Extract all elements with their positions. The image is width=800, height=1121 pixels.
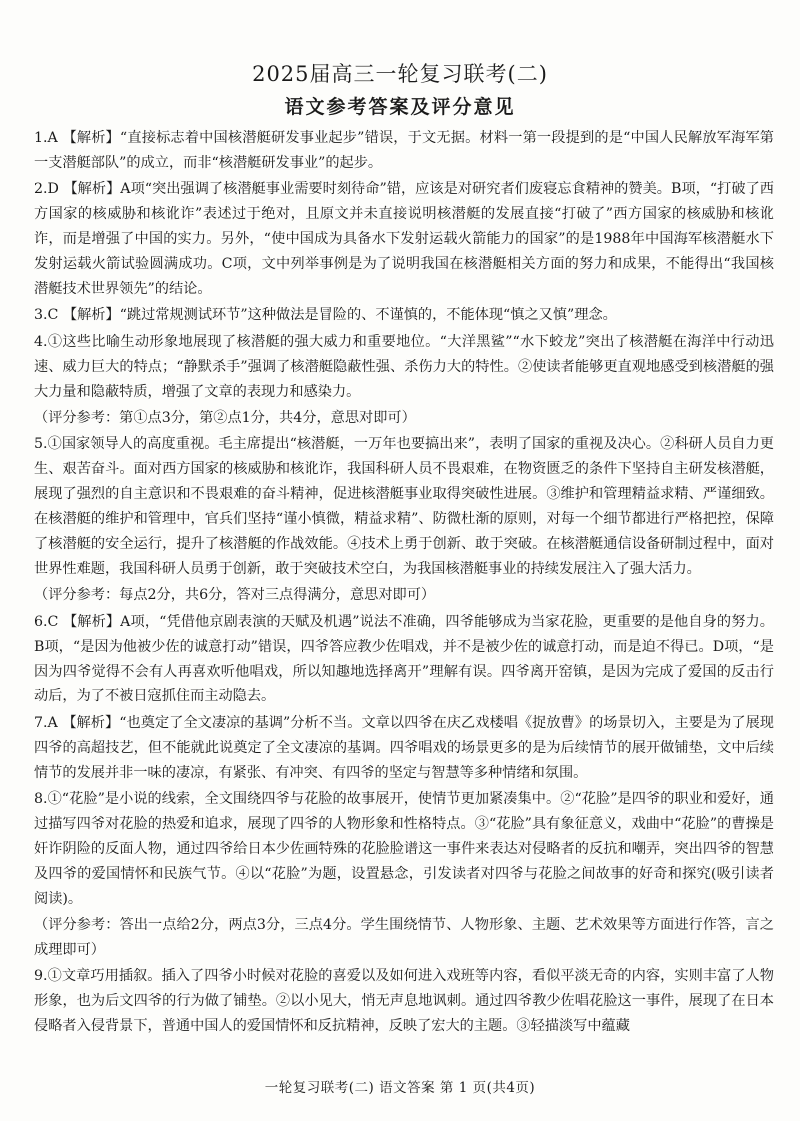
answer-q8: 8.①“花脸”是小说的线索，全文围绕四爷与花脸的故事展开，使情节更加紧凑集中。②“花脸”是四爷的职业和爱好，通过描写四爷对花脸的热爱和追求，展现了四爷的人物形象和性格特点。③“花脸”具有象征意义，戏曲中“花脸”的曹操是奸诈阴险的反面人物，通过四爷给日本少佐画特殊的花脸脸谱这一事件来表达对侵略者的反抗和嘲弄，突出四爷的智慧及四爷的爱国情怀和民族气节。④以“花脸”为题，设置悬念，引发读者对四爷与花脸之间故事的好奇和探究(吸引读者阅读)。 xyxy=(34,791,774,907)
answer-key-subtitle: 语文参考答案及评分意见 xyxy=(284,96,516,118)
scoring-note-q5: （评分参考：每点2分，共6分，答对三点得满分，意思对即可） xyxy=(34,587,436,604)
answer-q5: 5.①国家领导人的高度重视。毛主席提出“核潜艇，一万年也要搞出来”，表明了国家的重视及决心。②科研人员自力更生、艰苦奋斗。面对西方国家的核威胁和核讹诈，我国科研人员不畏艰难，在物资匮乏的条件下坚持自主研发核潜艇，展现了强烈的自主意识和不畏艰难的奋斗精神，促进核潜艇事业取得突破性进展。③维护和管理精益求精、严谨细致。在核潜艇的维护和管理中，官兵们坚持“谨小慎微，精益求精”、防微杜渐的原则，对每一个细节都进行严格把控，保障了核潜艇的安全运行，提升了核潜艇的作战效能。④技术上勇于创新、敢于突破。在核潜艇通信设备研制过程中，面对世界性难题，我国科研人员勇于创新，敢于突破技术空白，为我国核潜艇事业的持续发展注入了强大活力。 xyxy=(34,436,774,577)
answer-q1: 1.A 【解析】“直接标志着中国核潜艇研发事业起步”错误，于文无据。材料一第一段提到的是“中国人民解放军海军第一支潜艇部队”的成立，而非“核潜艇研发事业”的起步。 xyxy=(34,130,774,171)
answer-q2: 2.D 【解析】A项“突出强调了核潜艇事业需要时刻待命”错，应该是对研究者们废寝忘食精神的赞美。B项，“打破了西方国家的核威胁和核讹诈”表述过于绝对，且原文并未直接说明核潜艇的发展直接“打破了”西方国家的核威胁和核讹诈，而是增强了中国的实力。另外，“使中国成为具备水下发射运载火箭能力的国家”的是1988年中国海军核潜艇水下发射运载火箭试验圆满成功。C项，文中列举事例是为了说明我国在核潜艇相关方面的努力和成果，不能得出“我国核潜艇技术世界领先”的结论。 xyxy=(34,181,774,297)
scoring-note-q8: （评分参考：答出一点给2分，两点3分，三点4分。学生围绕情节、人物形象、主题、艺术效果等方面进行作答，言之成理即可） xyxy=(34,917,774,958)
exam-title: 2025届高三一轮复习联考(二) xyxy=(252,62,548,86)
page-footer: 一轮复习联考(二) 语文答案 第 1 页(共4页) xyxy=(264,1080,536,1096)
answer-content xyxy=(34,126,774,1041)
scoring-note-q4: （评分参考：第①点3分，第②点1分，共4分，意思对即可） xyxy=(34,409,416,426)
answer-q3: 3.C 【解析】“跳过常规测试环节”这种做法是冒险的、不谨慎的，不能体现“慎之又慎”理念。 xyxy=(34,307,617,324)
answer-q7: 7.A 【解析】“也奠定了全文凄凉的基调”分析不当。文章以四爷在庆乙戏楼唱《捉放曹》的场景切入，主要是为了展现四爷的高超技艺，但不能就此说奠定了全文凄凉的基调。四爷唱戏的场景更多的是为后续情节的展开做铺垫，文中后续情节的发展并非一味的凄凉，有紧张、有冲突、有四爷的坚定与智慧等多种情绪和氛围。 xyxy=(34,714,774,781)
answer-q6: 6.C 【解析】A项，“凭借他京剧表演的天赋及机遇”说法不准确，四爷能够成为当家花脸，更重要的是他自身的努力。B项，“是因为他被少佐的诚意打动”错误，四爷答应教少佐唱戏，并不是被少佐的诚意打动，而是迫不得已。D项，“是因为四爷觉得不会有人再喜欢听他唱戏，所以知趣地选择离开”理解有误。四爷离开窑镇，是因为完成了爱国的反击行动后，为了不被日寇抓住而主动隐去。 xyxy=(34,613,774,705)
answer-q4: 4.①这些比喻生动形象地展现了核潜艇的强大威力和重要地位。“大洋黑鲨”“水下蛟龙”突出了核潜艇在海洋中行动迅速、威力巨大的特点；“静默杀手”强调了核潜艇隐蔽性强、杀伤力大的特性。②使读者能够更直观地感受到核潜艇的强大力量和隐蔽特质，增强了文章的表现力和感染力。 xyxy=(34,333,774,400)
answer-q9: 9.①文章巧用插叙。插入了四爷小时候对花脸的喜爱以及如何进入戏班等内容，看似平淡无奇的内容，实则丰富了人物形象，也为后文四爷的行为做了铺垫。②以小见大，悄无声息地讽刺。通过四爷教少佐唱花脸这一事件，展现了在日本侵略者入侵背景下，普通中国人的爱国情怀和反抗精神，反映了宏大的主题。③轻描淡写中蕴藏 xyxy=(34,968,774,1035)
